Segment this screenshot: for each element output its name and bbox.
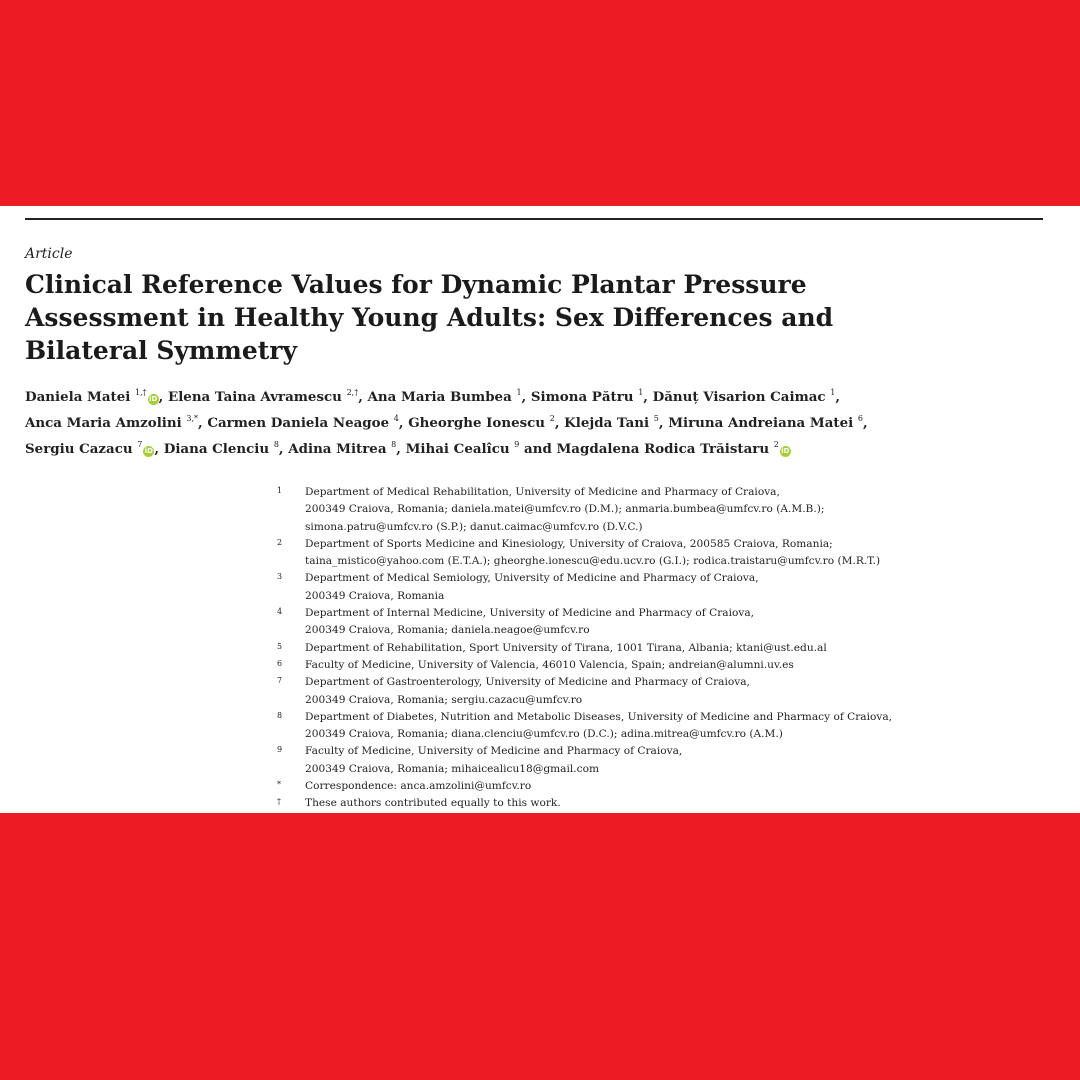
author-affil-sup: 8 <box>273 440 279 449</box>
affiliation-item <box>277 709 1067 744</box>
affiliation-text: 200349 Craiova, Romania; daniela.matei@umfcv.ro (D.M.); anmaria.bumbea@umfcv.ro (A.M.B.); <box>305 503 825 516</box>
affiliation-text: Department of Diabetes, Nutrition and Metabolic Diseases, University of Medicine and Pharmacy of Craiova, <box>305 710 893 723</box>
affiliation-item <box>277 674 1067 709</box>
author-name: Diana Clenciu <box>163 441 270 457</box>
affiliation-text: 200349 Craiova, Romania; mihaicealicu18@gmail.com <box>305 762 600 775</box>
author-affil-sup: 2 <box>549 414 555 423</box>
author-name: Miruna Andreiana Matei <box>668 415 854 431</box>
author-affil-sup: 9 <box>514 440 520 449</box>
affiliation-text: taina_mistico@yahoo.com (E.T.A.); gheorghe.ionescu@edu.ucv.ro (G.I.); rodica.traistaru@umfcv.ro (M.R.T.) <box>305 555 881 568</box>
affiliation-text: Faculty of Medicine, University of Medicine and Pharmacy of Craiova, <box>305 745 683 758</box>
title-line: Bilateral Symmetry <box>25 336 297 365</box>
paper-title <box>25 268 1055 367</box>
author-affil-sup: 6 <box>857 414 863 423</box>
correspondence-text: Correspondence: anca.amzolini@umfcv.ro <box>305 780 532 793</box>
affiliation-number: 7 <box>277 676 283 686</box>
author-name: Anca Maria Amzolini <box>25 415 182 431</box>
author-name: Carmen Daniela Neagoe <box>207 415 390 431</box>
author-affil-sup: 1 <box>638 388 644 397</box>
author-name: Ana Maria Bumbea <box>367 389 512 405</box>
equal-contribution-text: These authors contributed equally to this work. <box>305 797 561 810</box>
affiliation-number: * <box>277 780 281 790</box>
title-line: Clinical Reference Values for Dynamic Plantar Pressure <box>25 270 807 299</box>
paper-page <box>0 206 1080 813</box>
author-name: Mihai Cealîcu <box>405 441 510 457</box>
author-name: Dănuț Visarion Caimac <box>652 389 826 405</box>
affiliation-number: 1 <box>277 486 283 495</box>
orcid-icon[interactable]: iD <box>781 447 790 455</box>
author-line: Daniela Matei $^{1,\dagger}$iD, Elena Taina Avramescu $^{2,\dagger}$, Ana Maria Bumbea $^1$, Simona Pătru $^1$, Dănuț Visarion Caimac $^1$, <box>25 388 841 405</box>
affiliation-text: 200349 Craiova, Romania; daniela.neagoe@umfcv.ro <box>305 624 590 637</box>
affiliation-text: Department of Sports Medicine and Kinesiology, University of Craiova, 200585 Craiova, Romania; <box>305 537 833 550</box>
author-line: Anca Maria Amzolini $^{3,*}$, Carmen Daniela Neagoe $^4$, Gheorghe Ionescu $^2$, Klejda Tani $^5$, Miruna Andreiana Matei $^6$, <box>25 414 868 431</box>
author-affil-sup: 1 <box>830 388 836 397</box>
author-affil-sup: 8 <box>391 440 397 449</box>
affiliation-text: Department of Internal Medicine, University of Medicine and Pharmacy of Craiova, <box>305 607 755 620</box>
affiliation-item <box>277 657 1067 674</box>
author-line: Sergiu Cazacu $^7$iD, Diana Clenciu $^8$, Adina Mitrea $^8$, Mihai Cealîcu $^9$ and Magdalena Rodica Trăistaru $^2$iD <box>25 440 790 457</box>
orcid-icon[interactable]: iD <box>149 395 158 403</box>
affiliation-text: Department of Medical Rehabilitation, University of Medicine and Pharmacy of Craiova, <box>305 486 780 498</box>
affiliation-number: 4 <box>277 607 283 617</box>
author-affil-sup: 5 <box>653 414 659 423</box>
author-name: Magdalena Rodica Trăistaru <box>556 441 770 457</box>
author-name: Elena Taina Avramescu <box>168 389 342 405</box>
author-affil-sup: 2 <box>773 440 779 449</box>
author-name: Klejda Tani <box>564 415 650 431</box>
author-affil-sup: 7 <box>137 440 143 449</box>
affiliation-number: † <box>277 797 281 807</box>
red-band-top <box>0 0 1080 206</box>
affiliation-list <box>277 484 1067 813</box>
author-connector: and <box>524 441 552 457</box>
affiliation-item <box>277 605 1067 640</box>
affiliation-text: 200349 Craiova, Romania; diana.clenciu@umfcv.ro (D.C.); adina.mitrea@umfcv.ro (A.M.) <box>305 728 783 741</box>
affiliation-item <box>277 743 1067 778</box>
author-name: Gheorghe Ionescu <box>408 415 546 431</box>
affiliation-number: 2 <box>277 537 283 547</box>
author-name: Simona Pătru <box>530 389 634 405</box>
author-name: Daniela Matei <box>25 389 131 405</box>
affiliation-number: 3 <box>277 572 283 582</box>
affiliation-text: Department of Rehabilitation, Sport University of Tirana, 1001 Tirana, Albania; ktani@ust.edu.al <box>305 641 827 654</box>
author-affil-sup: 2,† <box>346 388 359 397</box>
correspondence-item <box>277 778 1067 795</box>
affiliation-number: 6 <box>277 658 283 668</box>
affiliation-number: 9 <box>277 745 283 755</box>
orcid-icon[interactable]: iD <box>144 447 153 455</box>
affiliation-item <box>277 640 1067 657</box>
author-name: Adina Mitrea <box>288 441 387 457</box>
affiliation-item <box>277 570 1067 605</box>
affiliation-number: 8 <box>277 710 283 720</box>
author-list <box>25 382 1065 460</box>
red-band-bottom <box>0 813 1080 1080</box>
affiliation-number: 5 <box>277 641 283 651</box>
affiliation-text: 200349 Craiova, Romania; sergiu.cazacu@umfcv.ro <box>305 693 583 706</box>
author-affil-sup: 1,† <box>135 388 147 397</box>
article-type-label: Article <box>25 246 73 262</box>
author-name: Sergiu Cazacu <box>25 441 133 457</box>
equal-contribution-note <box>277 795 1067 812</box>
affiliation-text: Department of Gastroenterology, University of Medicine and Pharmacy of Craiova, <box>305 676 750 689</box>
affiliation-item <box>277 484 1067 536</box>
affiliation-text: 200349 Craiova, Romania <box>305 589 445 602</box>
affiliation-text: Faculty of Medicine, University of Valencia, 46010 Valencia, Spain; andreian@alumni.uv.es <box>305 658 794 671</box>
author-affil-sup: 1 <box>516 388 522 397</box>
title-line: Assessment in Healthy Young Adults: Sex Differences and <box>25 303 834 332</box>
header-rule <box>25 218 1043 220</box>
affiliation-text: Department of Medical Semiology, University of Medicine and Pharmacy of Craiova, <box>305 572 759 585</box>
affiliation-item <box>277 536 1067 571</box>
affiliation-text: simona.patru@umfcv.ro (S.P.); danut.caimac@umfcv.ro (D.V.C.) <box>305 520 643 533</box>
author-affil-sup: 4 <box>393 414 399 423</box>
author-affil-sup: 3,* <box>186 414 198 423</box>
